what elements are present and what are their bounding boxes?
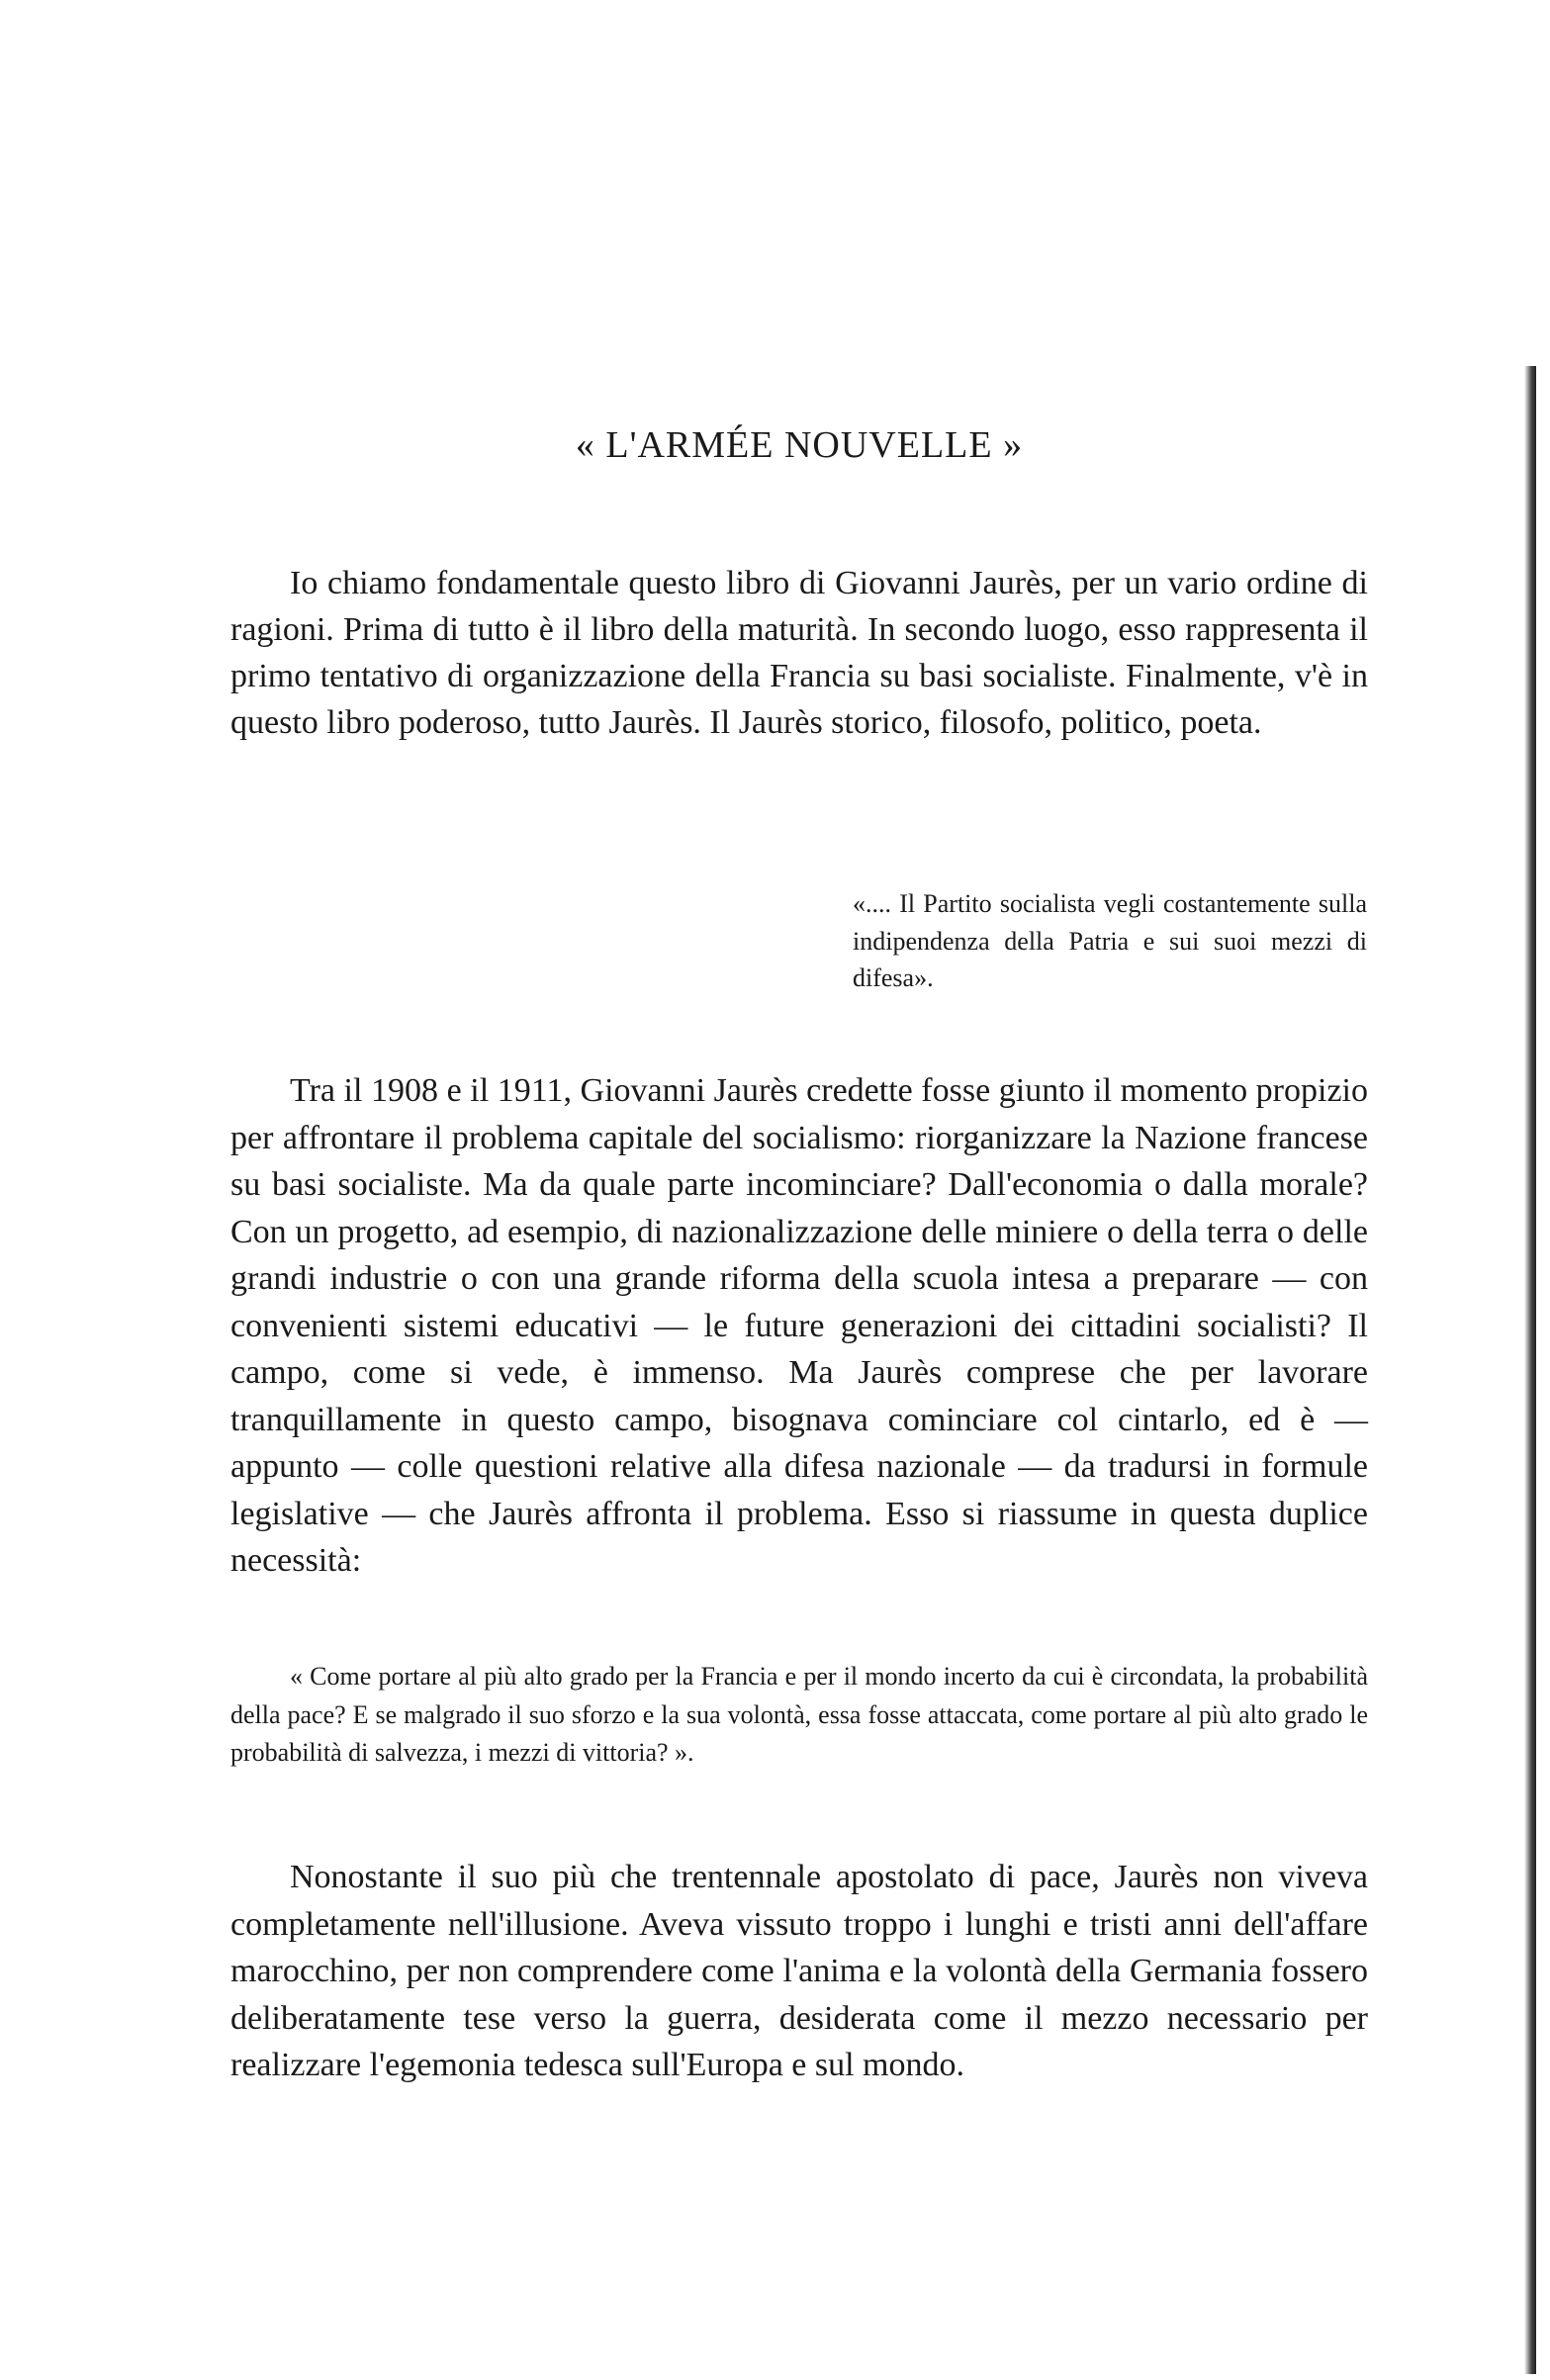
paragraph-intro: Io chiamo fondamentale questo libro di Giovanni Jaurès, per un vario ordine di ragioni. Prima di tutto è il libro della maturità. In secondo luogo, esso rappresenta il primo tentativo di organizzazione della Francia su basi socialiste. Finalmente, v'è in questo libro poderoso, tutto Jaurès. Il Jaurès storico, filosofo, politico, poeta. [230, 565, 1368, 741]
paragraph-history: Tra il 1908 e il 1911, Giovanni Jaurès credette fosse giunto il momento propizio per affrontare il problema capitale del socialismo: riorganizzare la Nazione francese su basi socialiste. Ma da quale parte incominciare? Dall'economia o dalla morale? Con un progetto, ad esempio, di nazionalizzazione delle miniere o della terra o delle grandi industrie o con una grande riforma della scuola intesa a preparare — con convenienti sistemi educativi — le future generazioni dei cittadini socialisti? Il campo, come si vede, è immenso. Ma Jaurès comprese che per lavorare tranquillamente in questo campo, bisognava cominciare col cintarlo, ed è — appunto — colle questioni relative alla difesa nazionale — da tradursi in formule legislative — che Jaurès affronta il problema. Esso si riassume in questa duplice necessità: [230, 1072, 1368, 1579]
block-quote: « Come portare al più alto grado per la Francia e per il mondo incerto da cui è circondata, la probabilità della pace? E se malgrado il suo sforzo e la sua volontà, essa fosse attaccata, come portare al più alto grado le probabilità di salvezza, i mezzi di vittoria? ». [230, 1662, 1368, 1767]
chapter-title: « L'ARMÉE NOUVELLE » [575, 424, 1024, 466]
epigraph-quote: «.... Il Partito socialista vegli costantemente sulla indipendenza della Patria e sui suoi mezzi di difesa». [853, 889, 1367, 992]
scan-binding-edge [1524, 366, 1536, 2374]
paragraph-conclusion: Nonostante il suo più che trentennale apostolato di pace, Jaurès non viveva completamente nell'illusione. Aveva vissuto troppo i lunghi e tristi anni dell'affare marocchino, per non comprendere come l'anima e la volontà della Germania fossero deliberatamente tese verso la guerra, desiderata come il mezzo necessario per realizzare l'egemonia tedesca sull'Europa e sul mondo. [230, 1859, 1368, 2083]
